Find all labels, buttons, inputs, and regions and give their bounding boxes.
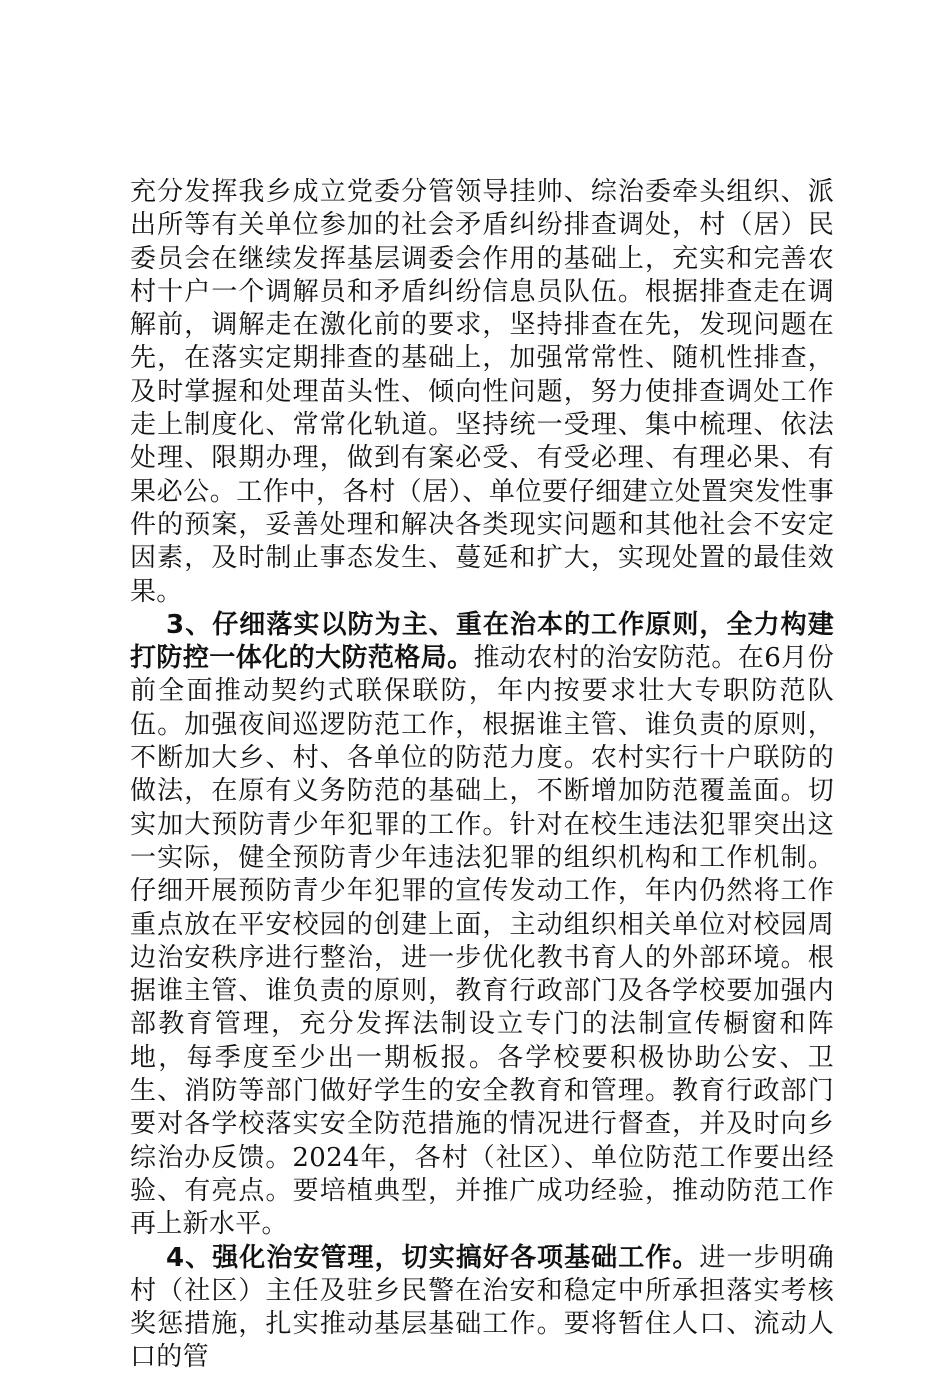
paragraph-prevention-principle bbox=[130, 609, 834, 1242]
paragraph-security-management bbox=[130, 1242, 834, 1375]
paragraph-heading-4: 4、强化治安管理，切实搞好各项基础工作。 bbox=[166, 1242, 700, 1273]
document-body bbox=[130, 176, 834, 1375]
paragraph-text: 进一步明确村（社区）主任及驻乡民警在治安和稳定中所承担落实考核奖惩措施，扎实推动基层基础工作。要将暂住人口、流动人口的管 bbox=[130, 1242, 834, 1373]
paragraph-heading-3: 3、仔细落实以防为主、重在治本的工作原则，全力构建打防控一体化的大防范格局。 bbox=[130, 609, 834, 674]
paragraph-text: 推动农村的治安防范。在6月份前全面推动契约式联保联防，年内按要求壮大专职防范队伍。加强夜间巡逻防范工作，根据谁主管、谁负责的原则，不断加大乡、村、各单位的防范力度。农村实行十户联防的做法，在原有义务防范的基础上，不断增加防范覆盖面。切实加大预防青少年犯罪的工作。针对在校生违法犯罪突出这一实际，健全预防青少年违法犯罪的组织机构和工作机制。仔细开展预防青少年犯罪的宣传发动工作，年内仍然将工作重点放在平安校园的创建上面，主动组织相关单位对校园周边治安秩序进行整治，进一步优化教书育人的外部环境。根据谁主管、谁负责的原则，教育行政部门及各学校要加强内部教育管理，充分发挥法制设立专门的法制宣传橱窗和阵地，每季度至少出一期板报。各学校要积极协助公安、卫生、消防等部门做好学生的安全教育和管理。教育行政部门要对各学校落实安全防范措施的情况进行督查，并及时向乡综治办反馈。2024年，各村（社区）、单位防范工作要出经验、有亮点。要培植典型，并推广成功经验，推动防范工作再上新水平。 bbox=[130, 643, 834, 1240]
paragraph-dispute-mediation bbox=[130, 176, 834, 609]
paragraph-text: 充分发挥我乡成立党委分管领导挂帅、综治委牵头组织、派出所等有关单位参加的社会矛盾纠纷排查调处，村（居）民委员会在继续发挥基层调委会作用的基础上，充实和完善农村十户一个调解员和矛盾纠纷信息员队伍。根据排查走在调解前，调解走在激化前的要求，坚持排查在先，发现问题在先，在落实定期排查的基础上，加强常常性、随机性排查，及时掌握和处理苗头性、倾向性问题，努力使排查调处工作走上制度化、常常化轨道。坚持统一受理、集中梳理、依法处理、限期办理，做到有案必受、有受必理、有理必果、有果必公。工作中，各村（居）、单位要仔细建立处置突发性事件的预案，妥善处理和解决各类现实问题和其他社会不安定因素，及时制止事态发生、蔓延和扩大，实现处置的最佳效果。 bbox=[130, 177, 834, 607]
